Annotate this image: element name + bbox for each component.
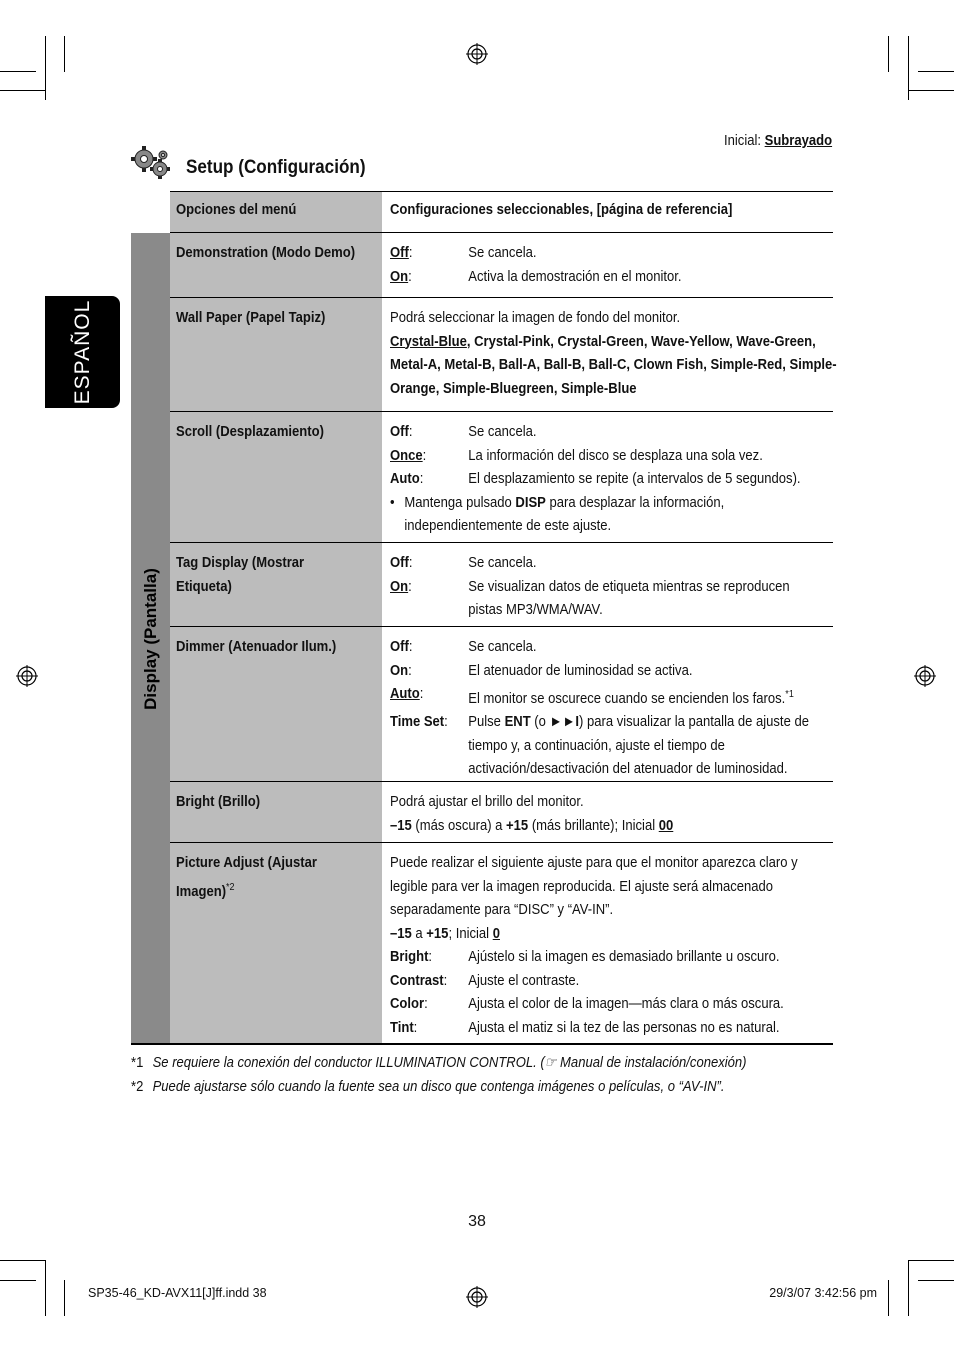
table-row-dimmer	[170, 627, 833, 782]
table-bottom-rule	[131, 1043, 833, 1045]
crop-mark	[0, 1260, 45, 1261]
scroll-note: • Mantenga pulsado DISP para desplazar la información, independientemente de este ajuste.	[390, 494, 725, 534]
crop-mark	[64, 1280, 65, 1316]
footer-date: 29/3/07 3:42:56 pm	[769, 1286, 877, 1300]
crop-mark	[45, 1260, 46, 1316]
option-tint: Tint: Ajusta el matiz si la tez de las personas no es natural.	[390, 1019, 780, 1036]
crop-mark	[0, 1280, 36, 1281]
registration-mark-icon	[466, 1286, 488, 1308]
group-label-display: Display (Pantalla)	[131, 233, 170, 1044]
option-on: On: Activa la demostración en el monitor.	[390, 268, 682, 285]
option-auto: Auto: El monitor se oscurece cuando se encienden los faros.$^{*1}$	[390, 686, 794, 707]
crop-mark	[918, 71, 954, 72]
wallpaper-options: Crystal-Blue, Crystal-Pink, Crystal-Green, Wave-Yellow, Wave-Green, Metal-A, Metal-B, Ball-A, Ball-B, Ball-C, Clown Fish, Simple-Red, Simple-Orange, Simple-Bluegreen, Simple-Blue	[390, 333, 837, 397]
language-tab-label: ESPAÑOL	[70, 299, 94, 405]
crop-mark	[64, 36, 65, 72]
table-row-bright: Bright (Brillo) Podrá ajustar el brillo del monitor. –15 (más oscura) a +15 (más brillante); Inicial 00	[170, 782, 833, 843]
row-label: Demonstration (Modo Demo)	[176, 245, 356, 261]
option-contrast: Contrast: Ajuste el contraste.	[390, 972, 580, 989]
language-tab	[45, 296, 120, 408]
option-off: Off: Se cancela.	[390, 424, 537, 440]
option-off: Off: Se cancela.	[390, 555, 537, 571]
header-settings: Configuraciones seleccionables, [página de referencia]	[390, 202, 733, 218]
initial-note: Inicial: Subrayado	[723, 133, 832, 149]
footnote-2: *2 Puede ajustarse sólo cuando la fuente sea un disco que contenga imágenes o películas, o “AV-IN”.	[131, 1079, 725, 1095]
crop-mark	[0, 71, 36, 72]
table-row-wallpaper: Wall Paper (Papel Tapiz) Podrá seleccionar la imagen de fondo del monitor. Crystal-Blue, Crystal-Pink, Crystal-Green, Wave-Yellow, Wave-Green, Metal-A, Metal-B, Ball-A, Ball-B, Ball-C, Clown Fish, Simple-Red, Simple-Orange, Simple-Bluegreen, Simple-Blue	[170, 298, 833, 412]
section-title: Setup (Configuración)	[186, 157, 366, 178]
option-off: Off: Se cancela.	[390, 245, 537, 261]
registration-mark-icon	[914, 665, 936, 687]
footer-file-info: SP35-46_KD-AVX11[J]ff.indd 38	[88, 1286, 267, 1300]
header-menu-options: Opciones del menú	[176, 202, 297, 218]
table-row-tag-display	[170, 543, 833, 627]
table-row-demonstration	[170, 233, 833, 298]
crop-mark	[908, 1260, 909, 1316]
option-on: On: Se visualizan datos de etiqueta mientras se reproducen pistas MP3/WMA/WAV.	[390, 578, 790, 618]
option-color: Color: Ajusta el color de la imagen—más clara o más oscura.	[390, 996, 784, 1012]
crop-mark	[918, 1280, 954, 1281]
option-once: Once: La información del disco se desplaza una sola vez.	[390, 447, 763, 464]
crop-mark	[888, 1280, 889, 1316]
registration-mark-icon	[16, 665, 38, 687]
page-number: 38	[468, 1213, 486, 1230]
table-row-scroll	[170, 412, 833, 543]
crop-mark	[888, 36, 889, 72]
option-auto: Auto: El desplazamiento se repite (a intervalos de 5 segundos).	[390, 471, 801, 487]
option-bright: Bright: Ajústelo si la imagen es demasiado brillante u oscuro.	[390, 949, 780, 965]
table-header	[170, 191, 833, 233]
crop-mark	[45, 36, 46, 100]
option-on: On: El atenuador de luminosidad se activa.	[390, 662, 693, 679]
row-label: Picture Adjust (Ajustar Imagen)$^{*2}$	[176, 855, 317, 900]
bright-range: –15 (más oscura) a +15 (más brillante); Inicial 00	[390, 817, 674, 834]
picture-range: –15 a +15; Inicial 0	[390, 925, 500, 942]
next-track-icon: ►►I	[549, 714, 579, 731]
crop-mark	[0, 90, 45, 91]
row-label: Tag Display (Mostrar Etiqueta)	[176, 555, 305, 595]
crop-mark	[908, 90, 954, 91]
row-label: Bright (Brillo)	[176, 794, 261, 810]
option-time-set: Time Set: Pulse ENT (o ►►I) para visualizar la pantalla de ajuste de tiempo y, a continuación, ajuste el tiempo de activación/desactivación del atenuador de luminosidad.	[390, 714, 809, 778]
row-label: Scroll (Desplazamiento)	[176, 424, 324, 440]
row-label: Wall Paper (Papel Tapiz)	[176, 310, 326, 326]
gears-icon	[130, 145, 172, 181]
row-label: Dimmer (Atenuador Ilum.)	[176, 639, 337, 655]
option-off: Off: Se cancela.	[390, 639, 537, 655]
crop-mark	[908, 1260, 954, 1261]
registration-mark-icon	[466, 43, 488, 65]
footnote-1: *1 Se requiere la conexión del conductor ILLUMINATION CONTROL. (☞ Manual de instalación/conexión)	[131, 1055, 747, 1071]
table-row-picture-adjust: Picture Adjust (Ajustar Imagen)$^{*2}$ Puede realizar el siguiente ajuste para que el monitor aparezca claro y legible para ver la imagen reproducida. El ajuste será almacenado separadamente para “DISC” y “AV-IN”. –15 a +15; Inicial 0 Bright: Ajústelo si la imagen es demasiado brillante u oscuro. Contrast: Ajuste el contraste. Color: Ajusta el color de la imagen—más clara o más oscura. Tint: Ajusta el matiz si la tez de las personas no es natural.	[170, 843, 833, 1044]
